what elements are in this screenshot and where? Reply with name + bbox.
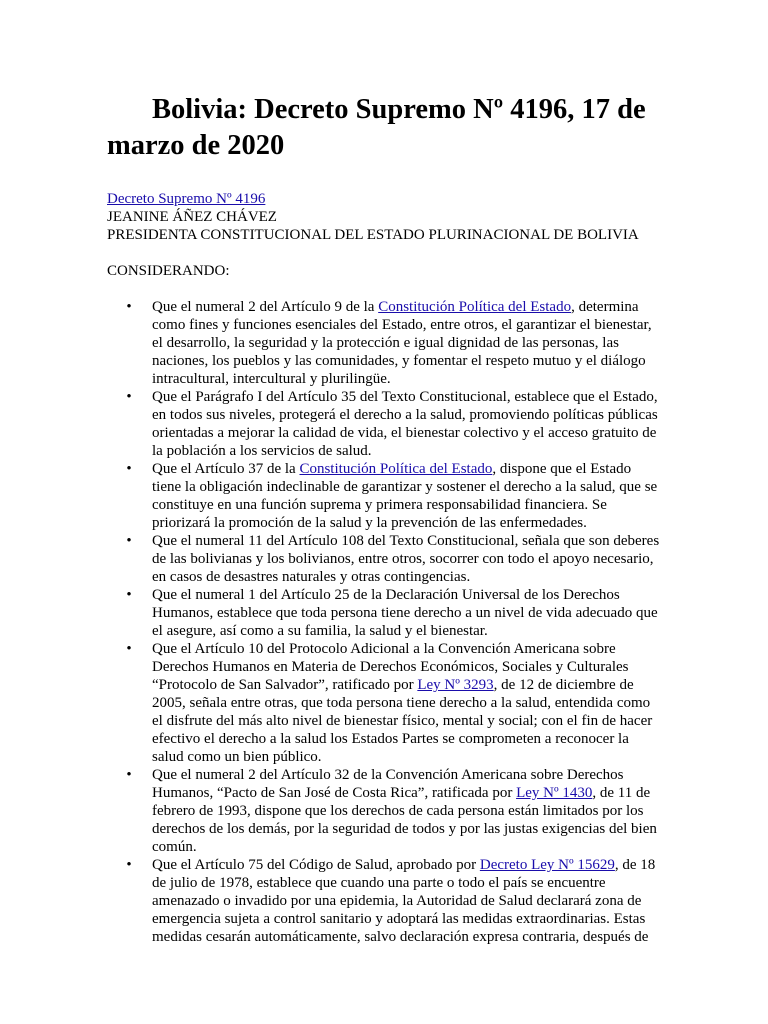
bullet-icon: • (126, 389, 132, 405)
item-text: , de 12 de diciembre de 2005, señala entre otras, que toda persona tiene derecho a la salud, entendida como el disfrute del más alto nivel de bienestar físico, mental y social; con el fin de hacer efectivo el derecho a la salud los Estados Partes se comprometen a reconocer la salud como un bien público. (152, 677, 653, 765)
list-item (126, 460, 661, 532)
item-text: Que el Artículo 10 del Protocolo Adicional a la Convención Americana sobre Derechos Humanos en Materia de Derechos Económicos, Sociales y Culturales “Protocolo de San Salvador”, ratificado por (152, 641, 629, 693)
signatory-office: PRESIDENTA CONSTITUCIONAL DEL ESTADO PLURINACIONAL DE BOLIVIA (107, 227, 639, 243)
item-text: Que el Artículo 75 del Código de Salud, aprobado por (152, 857, 480, 873)
bullet-icon: • (126, 857, 132, 873)
list-item (126, 640, 661, 766)
list-item (126, 586, 661, 640)
item-text: Que el numeral 1 del Artículo 25 de la Declaración Universal de los Derechos Humanos, establece que toda persona tiene derecho a un nivel de vida adecuado que el asegure, así como a su familia, la salud y el bienestar. (152, 587, 658, 639)
item-text: Que el numeral 2 del Artículo 32 de la Convención Americana sobre Derechos Humanos, “Pacto de San José de Costa Rica”, ratificada por (152, 767, 624, 801)
decreto-ley-15629-link[interactable]: Decreto Ley Nº 15629 (479, 857, 615, 873)
item-text: , determina como fines y funciones esenciales del Estado, entre otros, el garantizar el bienestar, el desarrollo, la seguridad y la protección e igual dignidad de las personas, las naciones, los pueblos y las comunidades, y fomentar el respeto mutuo y el diálogo intracultural, intercultural y plurilingüe. (152, 299, 652, 387)
list-item (126, 388, 661, 460)
item-text: Que el Parágrafo I del Artículo 35 del Texto Constitucional, establece que el Estado, en todos sus niveles, protegerá el derecho a la salud, promoviendo políticas públicas orientadas a mejorar la calidad de vida, el bienestar colectivo y el acceso gratuito de la población a los servicios de salud. (152, 389, 658, 459)
constitution-link[interactable]: Constitución Política del Estado (378, 299, 572, 315)
list-item (126, 532, 661, 586)
bullet-icon: • (126, 587, 132, 603)
constitution-link[interactable]: Constitución Política del Estado (299, 461, 493, 477)
list-item (126, 298, 661, 388)
bullet-icon: • (126, 767, 132, 783)
ley-3293-link[interactable]: Ley Nº 3293 (417, 677, 494, 693)
item-text: , de 11 de febrero de 1993, dispone que los derechos de cada persona están limitados por los derechos de los demás, por la seguridad de todos y por las justas exigencias del bien común. (152, 785, 657, 855)
list-item (126, 856, 661, 946)
item-text: , dispone que el Estado tiene la obligación indeclinable de garantizar y sostener el derecho a la salud, que se constituye en una función suprema y primera responsabilidad financiera. Se priorizará la promoción de la salud y la prevención de las enfermedades. (152, 461, 658, 531)
bullet-icon: • (126, 641, 132, 657)
decree-header (107, 190, 661, 244)
bullet-icon: • (126, 461, 132, 477)
item-text: Que el Artículo 37 de la (152, 461, 300, 477)
decree-link[interactable]: Decreto Supremo Nº 4196 (107, 191, 266, 207)
document-title: Bolivia: Decreto Supremo Nº 4196, 17 de marzo de 2020 (107, 94, 646, 161)
signatory-name: JEANINE ÁÑEZ CHÁVEZ (107, 209, 277, 225)
list-item (126, 766, 661, 856)
item-text: Que el numeral 11 del Artículo 108 del Texto Constitucional, señala que son deberes de las bolivianas y los bolivianos, entre otros, socorrer con todo el apoyo necesario, en casos de desastres naturales y otras contingencias. (152, 533, 660, 585)
considerations-list (107, 298, 661, 946)
bullet-icon: • (126, 533, 132, 549)
ley-1430-link[interactable]: Ley Nº 1430 (516, 785, 593, 801)
considerando-heading: CONSIDERANDO: (107, 263, 230, 279)
item-text: , de 18 de julio de 1978, establece que cuando una parte o todo el país se encuentre amenazado o invadido por una epidemia, la Autoridad de Salud declarará zona de emergencia sujeta a control sanitario y adoptará las medidas extraordinarias. Estas medidas cesarán automáticamente, salvo declaración expresa contraria, después de (152, 857, 656, 945)
bullet-icon: • (126, 299, 132, 315)
item-text: Que el numeral 2 del Artículo 9 de la (152, 299, 379, 315)
